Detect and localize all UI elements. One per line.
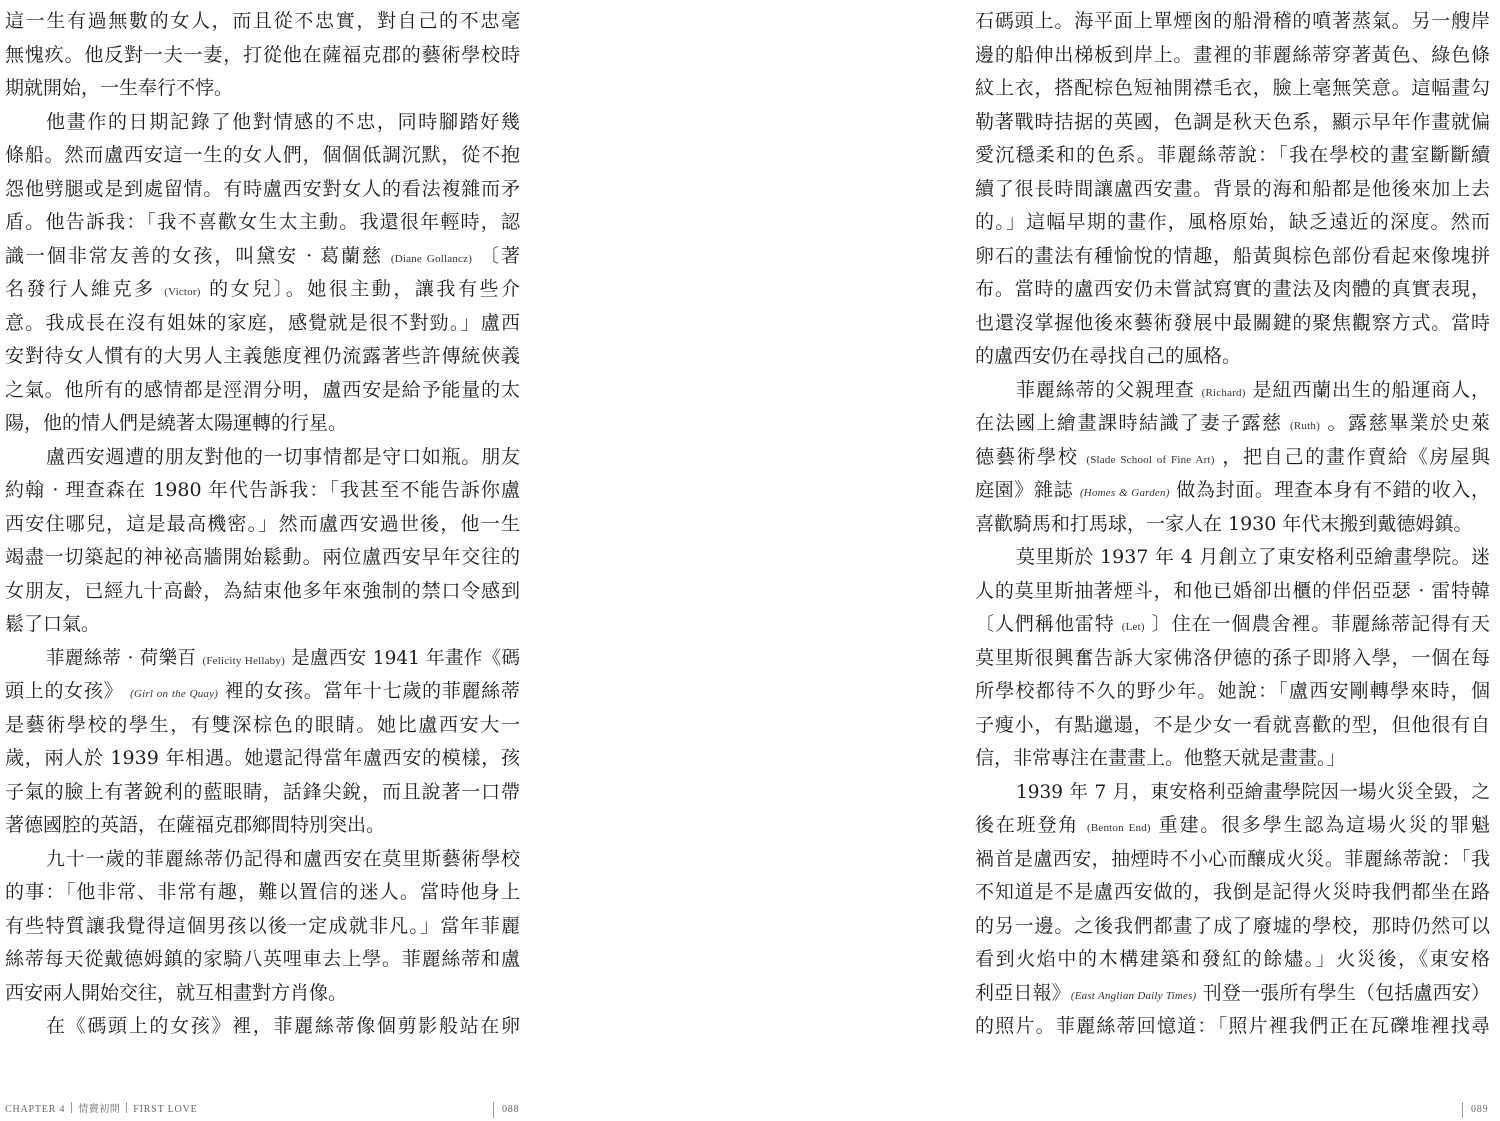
body-text: 竭盡一切築起的神祕高牆開始鬆動。兩位盧西安早年交往的	[5, 546, 520, 568]
body-text: 刊登一張所有學生（包括盧西安）	[1196, 981, 1490, 1004]
text-line	[5, 675, 520, 709]
footer-separator	[71, 1102, 72, 1113]
latin-gloss: (East Anglian Daily Times)	[1070, 989, 1197, 1002]
text-line	[975, 340, 1490, 374]
footer-chapter: CHAPTER 4	[5, 1104, 66, 1115]
text-line	[5, 206, 520, 240]
text-line	[975, 72, 1490, 106]
text-line	[975, 407, 1490, 441]
body-text: 的照片。菲麗絲蒂回憶道：「照片裡我們正在瓦礫堆裡找尋	[975, 1015, 1490, 1037]
text-line	[5, 776, 520, 810]
page-number-left: 088	[493, 1102, 519, 1118]
text-line	[5, 240, 520, 274]
text-line	[975, 374, 1490, 408]
text-line	[975, 843, 1490, 877]
latin-gloss: (Felicity Hellaby)	[202, 654, 285, 667]
body-text: 莫里斯於 1937 年 4 月創立了東安格利亞繪畫學院。迷	[1016, 546, 1490, 568]
text-line	[5, 5, 520, 39]
latin-gloss: (Slade School of Fine Art)	[1086, 453, 1215, 466]
text-line	[975, 742, 1490, 776]
body-text: 盧西安週遭的朋友對他的一切事情都是守口如瓶。朋友	[46, 445, 520, 468]
body-text: 期就開始，一生奉行不悖。	[5, 77, 234, 99]
body-text: 的事：「他非常、非常有趣，難以置信的迷人。當時他身上	[5, 881, 520, 903]
body-text: 頭上的女孩》	[5, 680, 131, 702]
body-text: 不知道是不是盧西安做的，我倒是記得火災時我們都坐在路	[975, 881, 1490, 903]
text-line	[975, 307, 1490, 341]
body-text: 。露慈畢業於史萊	[1319, 412, 1490, 434]
body-text: 卵石的畫法有種愉悅的情趣，船黃與棕色部份看起來像塊拼	[975, 244, 1490, 267]
body-text: 的另一邊。之後我們都畫了成了廢墟的學校，那時仍然可以	[975, 914, 1490, 937]
text-line	[975, 809, 1490, 843]
body-text: 利亞日報》	[975, 981, 1071, 1004]
text-line	[5, 273, 520, 307]
body-text: 裡的女孩。當年十七歲的菲麗絲蒂	[218, 680, 520, 702]
body-text: 西安兩人開始交往，就互相畫對方肖像。	[5, 981, 348, 1004]
body-text: 的女兒〕。她很主動，讓我有些介	[200, 278, 520, 300]
body-text: 是紐西蘭出生的船運商人，	[1245, 378, 1490, 401]
body-text: 怨他劈腿或是到處留情。有時盧西安對女人的看法複雜而矛	[5, 177, 520, 200]
body-text: 續了很長時間讓盧西安畫。背景的海和船都是他後來加上去	[975, 177, 1490, 200]
body-text: 喜歡騎馬和打馬球，一家人在 1930 年代末搬到戴德姆鎮。	[975, 512, 1473, 535]
footer-chapter-title-en: FIRST LOVE	[133, 1104, 198, 1115]
body-text: 女朋友，已經九十高齡，為結束他多年來強制的禁口令感到	[5, 579, 520, 602]
right-page-body	[975, 5, 1490, 1044]
text-line	[5, 1010, 520, 1044]
latin-gloss: (Victor)	[164, 286, 201, 298]
text-line	[975, 608, 1490, 642]
latin-gloss: (Girl on the Quay)	[130, 688, 219, 700]
text-line	[975, 541, 1490, 575]
body-text: 之氣。他所有的感情都是涇渭分明，盧西安是給予能量的太	[5, 378, 520, 401]
body-text: 布。當時的盧西安仍未嘗試寫實的畫法及肉體的真實表現，	[975, 278, 1490, 300]
text-line	[975, 39, 1490, 73]
text-line	[5, 575, 520, 609]
text-line	[5, 608, 520, 642]
body-text: 做為封面。理查本身有不錯的收入，	[1169, 479, 1490, 501]
text-line	[975, 139, 1490, 173]
text-line	[975, 5, 1490, 39]
text-line	[5, 39, 520, 73]
body-text: 人的莫里斯抽著煙斗，和他已婚卻出櫃的伴侶亞瑟 · 雷特韓	[975, 579, 1490, 602]
text-line	[5, 474, 520, 508]
body-text: 子瘦小，有點邋遢，不是少女一看就喜歡的型，但他很有自	[975, 713, 1490, 736]
body-text: 愛沉穩柔和的色系。菲麗絲蒂說：「我在學校的畫室斷斷續	[975, 144, 1490, 166]
text-line	[975, 1010, 1490, 1044]
text-line	[975, 642, 1490, 676]
body-text: 在《碼頭上的女孩》裡，菲麗絲蒂像個剪影般站在卵	[46, 1015, 520, 1037]
body-text: 菲麗絲蒂的父親理查	[1016, 378, 1202, 401]
text-line	[5, 876, 520, 910]
text-line	[975, 709, 1490, 743]
body-text: 所學校都待不久的野少年。她說：「盧西安剛轉學來時，個	[975, 680, 1490, 702]
text-line	[975, 240, 1490, 274]
body-text: 盾。他告訴我：「我不喜歡女生太主動。我還很年輕時，認	[5, 211, 520, 233]
text-line	[975, 273, 1490, 307]
text-line	[975, 876, 1490, 910]
body-text: 莫里斯很興奮告訴大家佛洛伊德的孫子即將入學，一個在每	[975, 646, 1490, 669]
body-text: 絲蒂每天從戴德姆鎮的家騎八英哩車去上學。菲麗絲蒂和盧	[5, 948, 520, 970]
text-line	[975, 474, 1490, 508]
body-text: 石碼頭上。海平面上單煙囪的船滑稽的噴著蒸氣。另一艘岸	[975, 10, 1490, 32]
text-line	[5, 809, 520, 843]
body-text: 紋上衣，搭配棕色短袖開襟毛衣，臉上毫無笑意。這幅畫勾	[975, 77, 1490, 99]
text-line	[5, 642, 520, 676]
body-text: 勒著戰時拮据的英國，色調是秋天色系，顯示早年作畫就偏	[975, 110, 1490, 133]
footer-separator	[126, 1102, 127, 1113]
text-line	[5, 709, 520, 743]
body-text: 約翰 · 理查森在 1980 年代告訴我：「我甚至不能告訴你盧	[5, 479, 520, 501]
text-line	[5, 541, 520, 575]
body-text: 歲，兩人於 1939 年相遇。她還記得當年盧西安的模樣，孩	[5, 747, 520, 769]
body-text: 1939 年 7 月，東安格利亞繪畫學院因一場火災全毀，之	[1016, 781, 1490, 803]
body-text: 〔人們稱他雷特	[975, 613, 1122, 635]
text-line	[5, 508, 520, 542]
text-line	[5, 173, 520, 207]
text-line	[5, 910, 520, 944]
body-text: 庭園》雜誌	[975, 479, 1080, 501]
body-text: 意。我成長在沒有姐妹的家庭，感覺就是很不對勁。」盧西	[5, 311, 520, 334]
text-line	[975, 206, 1490, 240]
text-line	[975, 575, 1490, 609]
text-line	[975, 173, 1490, 207]
body-text: 信，非常專注在畫畫上。他整天就是畫畫。」	[975, 747, 1346, 769]
latin-gloss: (Ruth)	[1290, 420, 1320, 432]
body-text: 條船。然而盧西安這一生的女人們，個個低調沉默，從不抱	[5, 144, 520, 166]
text-line	[975, 943, 1490, 977]
latin-gloss: (Diane Gollancz)	[390, 252, 473, 265]
footer-chapter-title-zh: 情竇初開	[78, 1104, 121, 1115]
body-text: 是盧西安 1941 年畫作《碼	[284, 647, 520, 669]
text-line	[975, 508, 1490, 542]
body-text: ，把自己的畫作賣給《房屋與	[1214, 445, 1490, 468]
latin-gloss: (Let)	[1121, 621, 1145, 633]
body-text: 看到火焰中的木構建築和發紅的餘燼。」火災後，《東安格	[975, 948, 1490, 970]
body-text: 的盧西安仍在尋找自己的風格。	[975, 345, 1242, 367]
text-line	[975, 910, 1490, 944]
body-text: 西安住哪兒，這是最高機密。」然而盧西安過世後，他一生	[5, 512, 520, 535]
text-line	[5, 72, 520, 106]
body-text: 德藝術學校	[975, 445, 1087, 468]
body-text: 名發行人維克多	[5, 278, 165, 300]
body-text: 〕住在一個農舍裡。菲麗絲蒂記得有天	[1144, 613, 1490, 635]
body-text: 也還沒掌握他後來藝術發展中最關鍵的聚焦觀察方式。當時	[975, 311, 1490, 334]
body-text: 有些特質讓我覺得這個男孩以後一定成就非凡。」當年菲麗	[5, 914, 520, 937]
text-line	[5, 843, 520, 877]
text-line	[5, 943, 520, 977]
text-line	[5, 106, 520, 140]
text-line	[5, 307, 520, 341]
body-text: 安對待女人慣有的大男人主義態度裡仍流露著些許傳統俠義	[5, 345, 520, 367]
body-text: 是藝術學校的學生，有雙深棕色的眼睛。她比盧西安大一	[5, 713, 520, 736]
text-line	[975, 977, 1490, 1011]
text-line	[975, 675, 1490, 709]
body-text: 邊的船伸出梯板到岸上。畫裡的菲麗絲蒂穿著黃色、綠色條	[975, 43, 1490, 66]
text-line	[5, 340, 520, 374]
body-text: 禍首是盧西安，抽煙時不小心而釀成火災。菲麗絲蒂說：「我	[975, 847, 1490, 870]
body-text: 重建。很多學生認為這場火災的罪魁	[1150, 814, 1490, 836]
body-text: 子氣的臉上有著銳利的藍眼睛，話鋒尖銳，而且說著一口帶	[5, 780, 520, 803]
latin-gloss: (Homes & Garden)	[1079, 487, 1170, 499]
body-text: 識一個非常友善的女孩，叫黛安 · 葛蘭慈	[5, 244, 391, 267]
body-text: 鬆了口氣。	[5, 613, 101, 635]
body-text: 〔著	[472, 244, 520, 267]
text-line	[975, 106, 1490, 140]
text-line	[5, 374, 520, 408]
body-text: 後在班登角	[975, 814, 1087, 836]
body-text: 無愧疚。他反對一夫一妻，打從他在薩福克郡的藝術學校時	[5, 43, 520, 66]
body-text: 這一生有過無數的女人，而且從不忠實，對自己的不忠毫	[5, 10, 520, 32]
body-text: 九十一歲的菲麗絲蒂仍記得和盧西安在莫里斯藝術學校	[46, 847, 520, 870]
text-line	[975, 776, 1490, 810]
body-text: 著德國腔的英語，在薩福克郡鄉間特別突出。	[5, 814, 386, 836]
page-number-right: 089	[1462, 1102, 1488, 1118]
latin-gloss: (Richard)	[1201, 386, 1246, 399]
body-text: 他畫作的日期記錄了他對情感的不忠，同時腳踏好幾	[46, 110, 520, 133]
running-footer	[5, 1102, 197, 1118]
text-line	[5, 742, 520, 776]
body-text: 的。」這幅早期的畫作，風格原始，缺乏遠近的深度。然而	[975, 211, 1490, 233]
body-text: 陽，他的情人們是繞著太陽運轉的行星。	[5, 412, 348, 434]
text-line	[5, 139, 520, 173]
text-line	[975, 441, 1490, 475]
text-line	[5, 407, 520, 441]
text-line	[5, 977, 520, 1011]
text-line	[5, 441, 520, 475]
left-page-body	[5, 5, 520, 1044]
latin-gloss: (Benton End)	[1086, 822, 1151, 834]
body-text: 在法國上繪畫課時結識了妻子露慈	[975, 412, 1291, 434]
body-text: 菲麗絲蒂 · 荷樂百	[46, 647, 203, 669]
